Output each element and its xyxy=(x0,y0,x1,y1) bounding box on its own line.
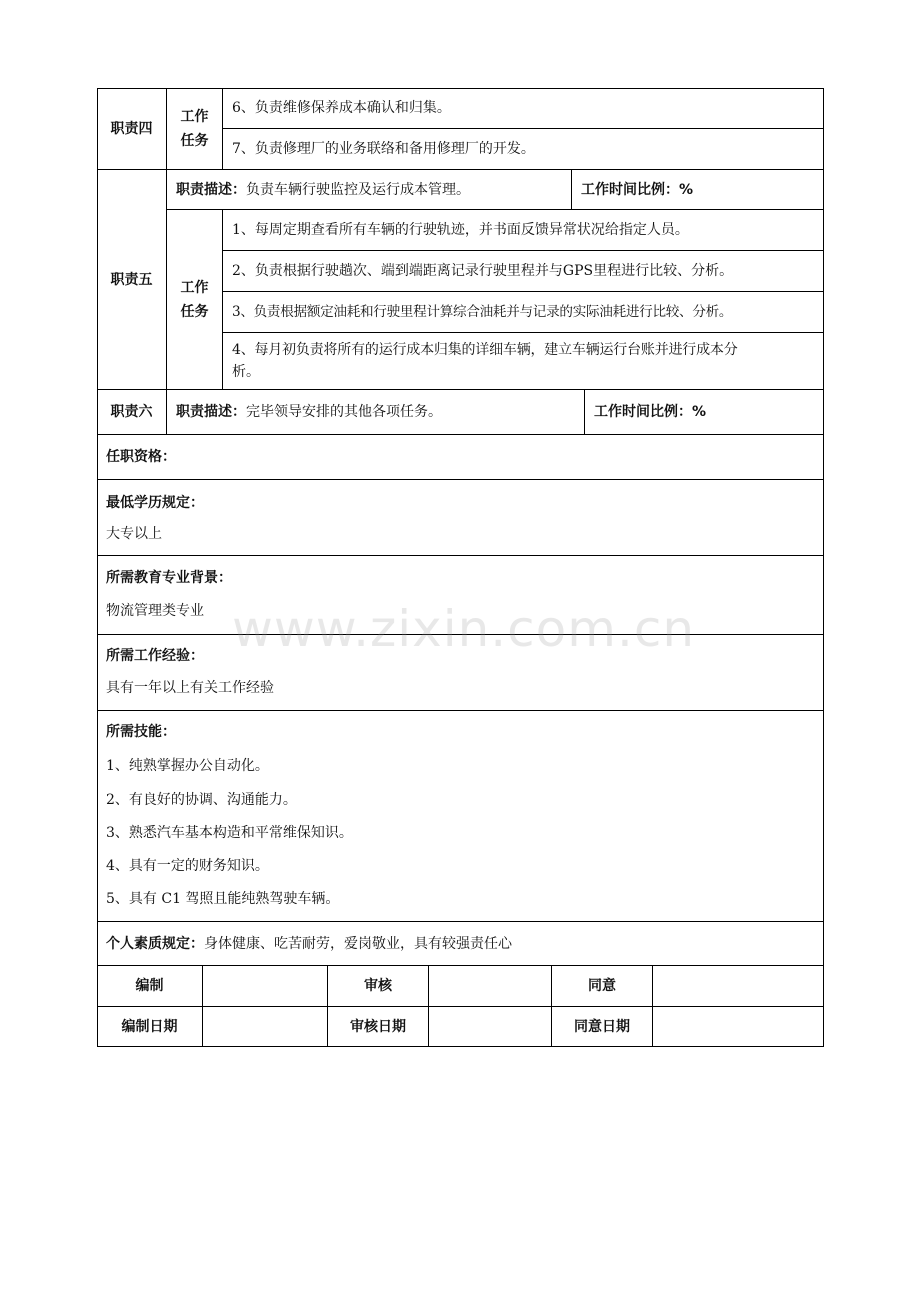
personal-quality xyxy=(97,922,824,966)
watermark: www.zixin.com.cn xyxy=(232,600,696,658)
agree-label: 同意 xyxy=(552,966,653,1007)
major-label: 所需教育专业背景： xyxy=(106,570,232,586)
desc-label: 职责描述： xyxy=(176,404,246,420)
duty5-task-3: 3、负责根据额定油耗和行驶里程计算综合油耗并与记录的实际油耗进行比较、分析。 xyxy=(223,292,824,333)
duty4-task-7: 7、负责修理厂的业务联络和备用修理厂的开发。 xyxy=(223,129,824,170)
desc-text: 负责车辆行驶监控及运行成本管理。 xyxy=(246,181,470,198)
skill-item: 1、纯熟掌握办公自动化。 xyxy=(106,758,269,774)
education-section xyxy=(97,480,824,556)
duty5-task-2: 2、负责根据行驶趟次、端到端距离记录行驶里程并与GPS里程进行比较、分析。 xyxy=(223,251,824,292)
agree-date-field[interactable] xyxy=(653,1007,824,1047)
task-4-line2: 析。 xyxy=(232,364,260,380)
duty5-description xyxy=(167,170,572,210)
duty6-time-ratio: 工作时间比例：% xyxy=(585,390,824,435)
major-value: 物流管理类专业 xyxy=(106,603,204,619)
compile-field[interactable] xyxy=(203,966,328,1007)
duty5-label: 职责五 xyxy=(97,170,167,390)
skills-section xyxy=(97,711,824,922)
agree-field[interactable] xyxy=(653,966,824,1007)
skill-item: 4、具有一定的财务知识。 xyxy=(106,858,269,874)
task-label-line1: 工作 xyxy=(180,108,209,125)
compile-date-field[interactable] xyxy=(203,1007,328,1047)
education-value: 大专以上 xyxy=(106,526,162,542)
skill-item: 5、具有 C1 驾照且能纯熟驾驶车辆。 xyxy=(106,891,340,907)
task-label-line2: 任务 xyxy=(180,303,209,320)
review-date-field[interactable] xyxy=(429,1007,552,1047)
duty6-description xyxy=(167,390,585,435)
skill-item: 2、有良好的协调、沟通能力。 xyxy=(106,792,297,808)
task-label-line1: 工作 xyxy=(180,279,209,296)
qualification-header: 任职资格： xyxy=(97,435,824,480)
experience-label: 所需工作经验： xyxy=(106,648,204,664)
task-label-line2: 任务 xyxy=(180,132,209,149)
duty4-label: 职责四 xyxy=(97,88,167,170)
review-label: 审核 xyxy=(328,966,429,1007)
quality-value: 身体健康、吃苦耐劳，爱岗敬业，具有较强责任心 xyxy=(204,935,512,952)
major-section xyxy=(97,556,824,635)
task-4-line1: 4、每月初负责将所有的运行成本归集的详细车辆，建立车辆运行台账并进行成本分 xyxy=(232,342,738,358)
quality-label: 个人素质规定： xyxy=(106,935,204,952)
compile-label: 编制 xyxy=(97,966,203,1007)
duty4-task-6: 6、负责维修保养成本确认和归集。 xyxy=(223,88,824,129)
duty5-time-ratio: 工作时间比例：% xyxy=(572,170,824,210)
experience-value: 具有一年以上有关工作经验 xyxy=(106,680,274,696)
duty4-task-label xyxy=(167,88,223,170)
compile-date-label: 编制日期 xyxy=(97,1007,203,1047)
duty5-task-1: 1、每周定期查看所有车辆的行驶轨迹，并书面反馈异常状况给指定人员。 xyxy=(223,210,824,251)
experience-section xyxy=(97,635,824,711)
review-date-label: 审核日期 xyxy=(328,1007,429,1047)
duty5-task-label xyxy=(167,210,223,390)
duty5-task-4 xyxy=(223,333,824,390)
desc-label: 职责描述： xyxy=(176,181,246,198)
desc-text: 完毕领导安排的其他各项任务。 xyxy=(246,404,442,420)
skills-label: 所需技能： xyxy=(106,724,176,740)
agree-date-label: 同意日期 xyxy=(552,1007,653,1047)
skill-item: 3、熟悉汽车基本构造和平常维保知识。 xyxy=(106,825,353,841)
review-field[interactable] xyxy=(429,966,552,1007)
duty6-label: 职责六 xyxy=(97,390,167,435)
education-label: 最低学历规定： xyxy=(106,495,204,511)
